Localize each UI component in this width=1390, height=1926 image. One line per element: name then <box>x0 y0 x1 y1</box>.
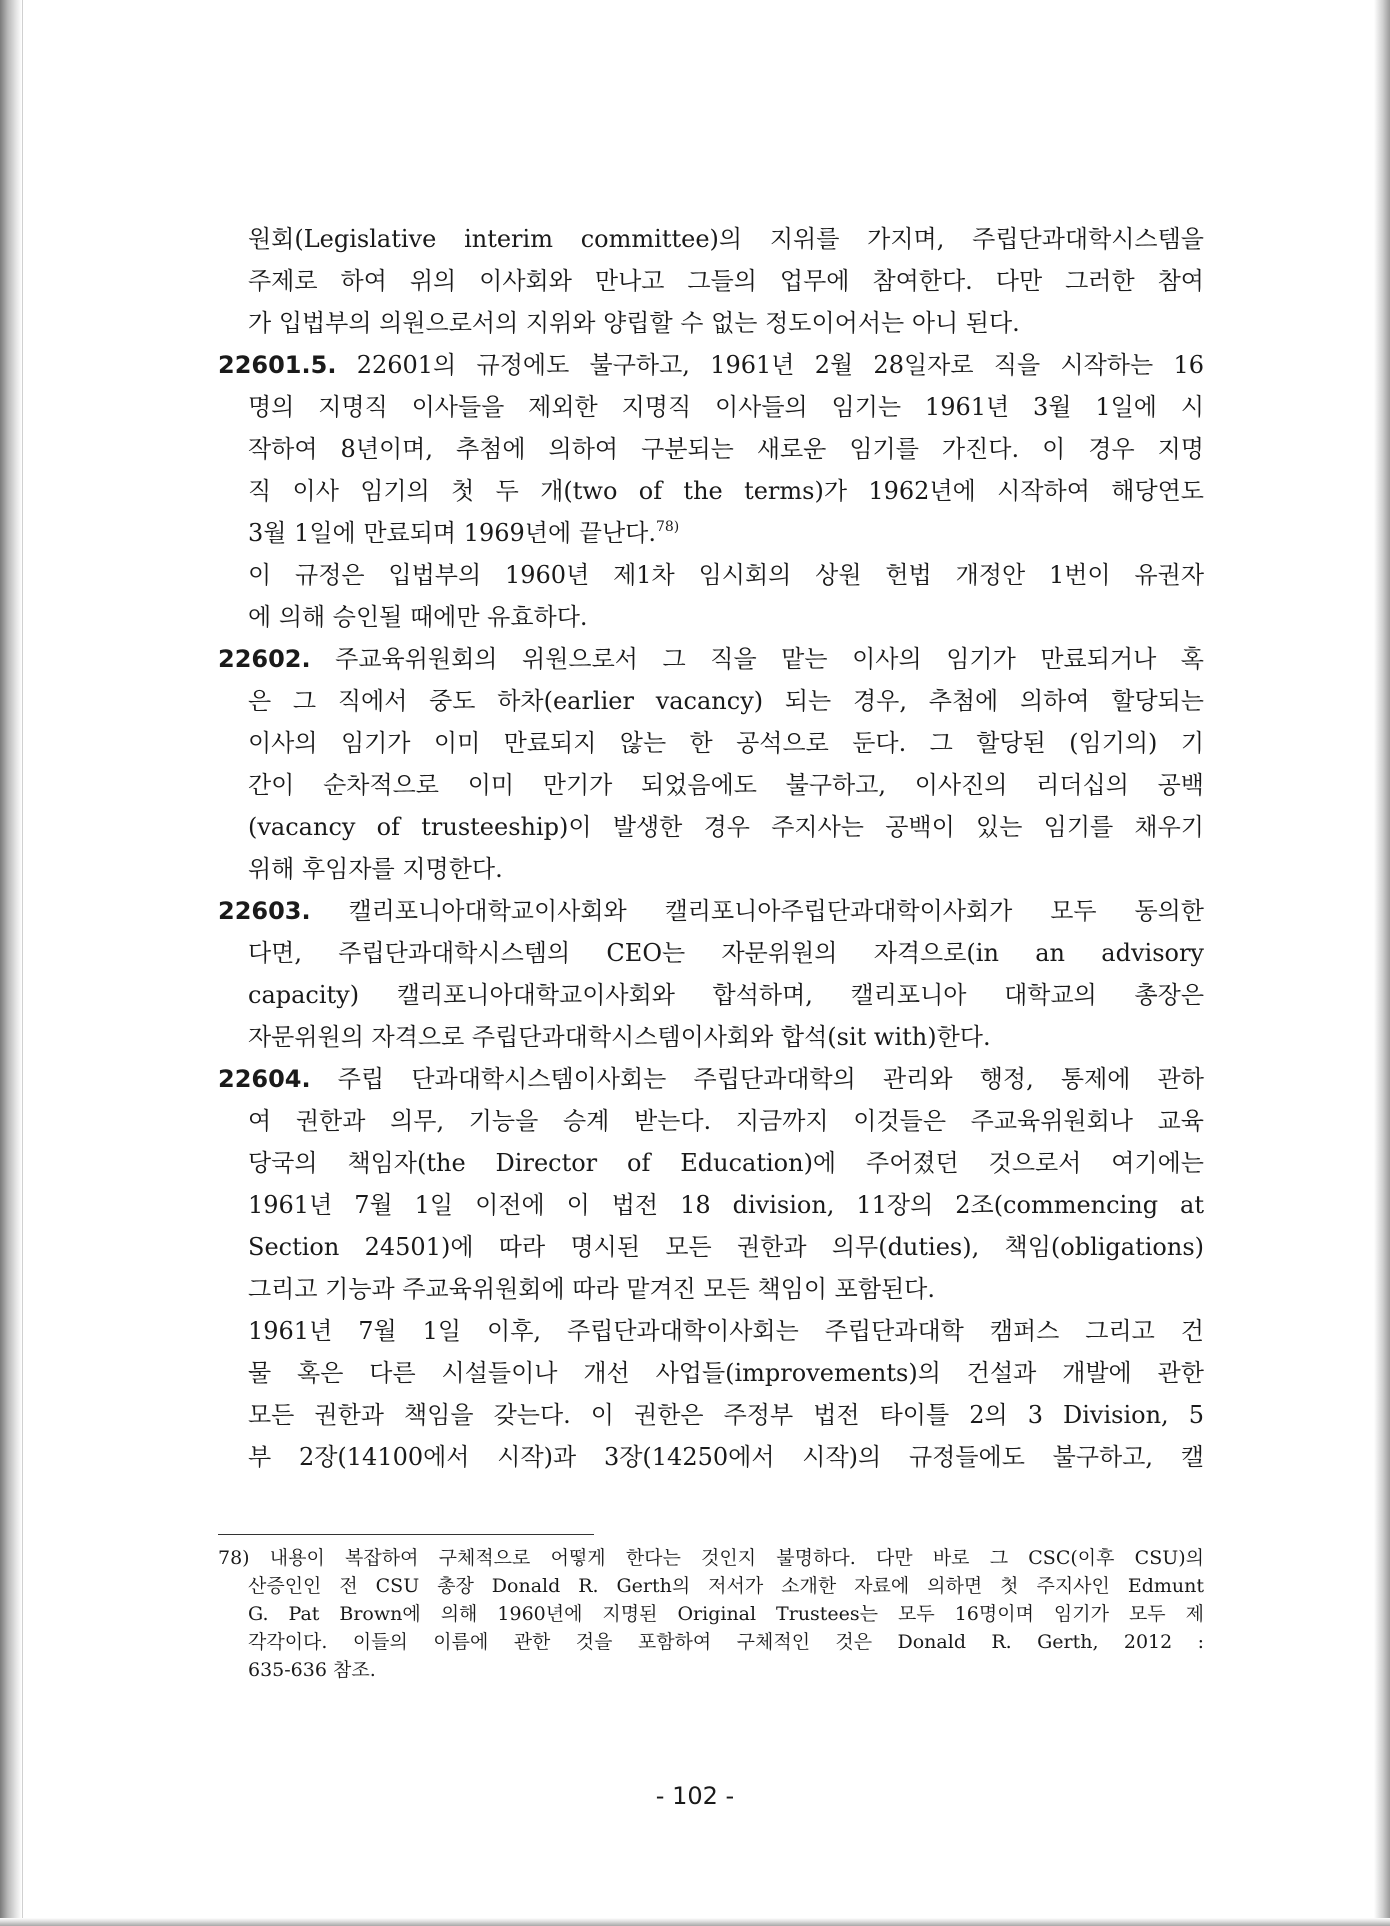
section-number: 22603. <box>218 897 311 925</box>
page-number: - 102 - <box>655 1782 735 1810</box>
text-line: 에 의해 승인될 때에만 유효하다. <box>248 603 588 631</box>
section-22604-first-line <box>218 1058 1204 1100</box>
section-number: 22601.5. <box>218 351 337 379</box>
section-text: 캘리포니아대학교이사회와 캘리포니아주립단과대학이사회가 모두 동의한 <box>310 897 1204 925</box>
text-line: 주제로 하여 위의 이사회와 만나고 그들의 업무에 참여한다. 다만 그러한 참여 <box>248 267 1204 295</box>
text-line: Section 24501)에 따라 명시된 모든 권한과 의무(duties), 책임(obligations) <box>248 1233 1204 1261</box>
footnote-line: 78) 내용이 복잡하여 구체적으로 어떻게 한다는 것인지 불명하다. 다만 바로 그 CSC(이후 CSU)의 <box>218 1547 1204 1569</box>
text-line: 명의 지명직 이사들을 제외한 지명직 이사들의 임기는 1961년 3월 1일에 시 <box>248 393 1204 421</box>
section-number: 22604. <box>218 1065 311 1093</box>
text-line: 당국의 책임자(the Director of Education)에 주어졌던 것으로서 여기에는 <box>248 1149 1204 1177</box>
text-line: 간이 순차적으로 이미 만기가 되었음에도 불구하고, 이사진의 리더십의 공백 <box>248 771 1204 799</box>
text-line: 자문위원의 자격으로 주립단과대학시스템이사회와 합석(sit with)한다. <box>248 1023 991 1051</box>
footnote-line: 산증인인 전 CSU 총장 Donald R. Gerth의 저서가 소개한 자료에 의하면 첫 주지사인 Edmunt <box>248 1575 1204 1597</box>
text-line: 다면, 주립단과대학시스템의 CEO는 자문위원의 자격으로(in an advisory <box>248 939 1204 967</box>
footnote-divider <box>218 1534 594 1535</box>
footnote-line: 각각이다. 이들의 이름에 관한 것을 포함하여 구체적인 것은 Donald R. Gerth, 2012 : <box>248 1631 1204 1653</box>
text-line: 1961년 7월 1일 이전에 이 법전 18 division, 11장의 2조(commencing at <box>248 1191 1204 1219</box>
section-text: 22601의 규정에도 불구하고, 1961년 2월 28일자로 직을 시작하는 16 <box>336 351 1204 379</box>
footnote-78 <box>218 1544 1204 1684</box>
text-line: capacity) 캘리포니아대학교이사회와 합석하며, 캘리포니아 대학교의 총장은 <box>248 981 1204 1009</box>
text-line: 원회(Legislative interim committee)의 지위를 가지며, 주립단과대학시스템을 <box>248 225 1204 253</box>
text-line: 가 입법부의 의원으로서의 지위와 양립할 수 없는 정도이어서는 아니 된다. <box>248 309 1020 337</box>
text-line: 부 2장(14100에서 시작)과 3장(14250에서 시작)의 규정들에도 불구하고, 캘 <box>248 1443 1204 1471</box>
body-text <box>218 218 1204 1478</box>
text-line: 위해 후임자를 지명한다. <box>248 855 503 883</box>
page-shadow-bottom <box>0 1918 1390 1926</box>
text-line: 직 이사 임기의 첫 두 개(two of the terms)가 1962년에 시작하여 해당연도 <box>248 477 1204 505</box>
section-text: 3월 1일에 만료되며 1969년에 끝난다. <box>248 519 656 547</box>
page-shadow-left <box>0 0 22 1926</box>
text-line: (vacancy of trusteeship)이 발생한 경우 주지사는 공백이 있는 임기를 채우기 <box>248 813 1204 841</box>
section-22603-first-line <box>218 890 1204 932</box>
text-line: 여 권한과 의무, 기능을 승계 받는다. 지금까지 이것들은 주교육위원회나 교육 <box>248 1107 1204 1135</box>
footnote-reference: 78) <box>655 519 680 535</box>
text-line: 이 규정은 입법부의 1960년 제1차 임시회의 상원 헌법 개정안 1번이 유권자 <box>248 561 1204 589</box>
text-line <box>218 512 1204 554</box>
section-number: 22602. <box>218 645 311 673</box>
footnote-line: 635-636 참조. <box>248 1659 376 1681</box>
page-shadow-right <box>1374 0 1390 1926</box>
text-line: 물 혹은 다른 시설들이나 개선 사업들(improvements)의 건설과 개발에 관한 <box>248 1359 1204 1387</box>
section-22601-5-first-line <box>218 344 1204 386</box>
page-edge <box>22 0 23 1926</box>
text-line: 1961년 7월 1일 이후, 주립단과대학이사회는 주립단과대학 캠퍼스 그리고 건 <box>248 1317 1204 1345</box>
text-line: 은 그 직에서 중도 하차(earlier vacancy) 되는 경우, 추첨에 의하여 할당되는 <box>248 687 1204 715</box>
text-line: 작하여 8년이며, 추첨에 의하여 구분되는 새로운 임기를 가진다. 이 경우 지명 <box>248 435 1204 463</box>
footnote-line: G. Pat Brown에 의해 1960년에 지명된 Original Trustees는 모두 16명이며 임기가 모두 제 <box>248 1603 1204 1625</box>
section-text: 주립 단과대학시스템이사회는 주립단과대학의 관리와 행정, 통제에 관하 <box>310 1065 1204 1093</box>
section-22602-first-line <box>218 638 1204 680</box>
section-text: 주교육위원회의 위원으로서 그 직을 맡는 이사의 임기가 만료되거나 혹 <box>310 645 1204 673</box>
text-line: 모든 권한과 책임을 갖는다. 이 권한은 주정부 법전 타이틀 2의 3 Division, 5 <box>248 1401 1204 1429</box>
text-line: 그리고 기능과 주교육위원회에 따라 맡겨진 모든 책임이 포함된다. <box>248 1275 935 1303</box>
text-line: 이사의 임기가 이미 만료되지 않는 한 공석으로 둔다. 그 할당된 (임기의) 기 <box>248 729 1204 757</box>
